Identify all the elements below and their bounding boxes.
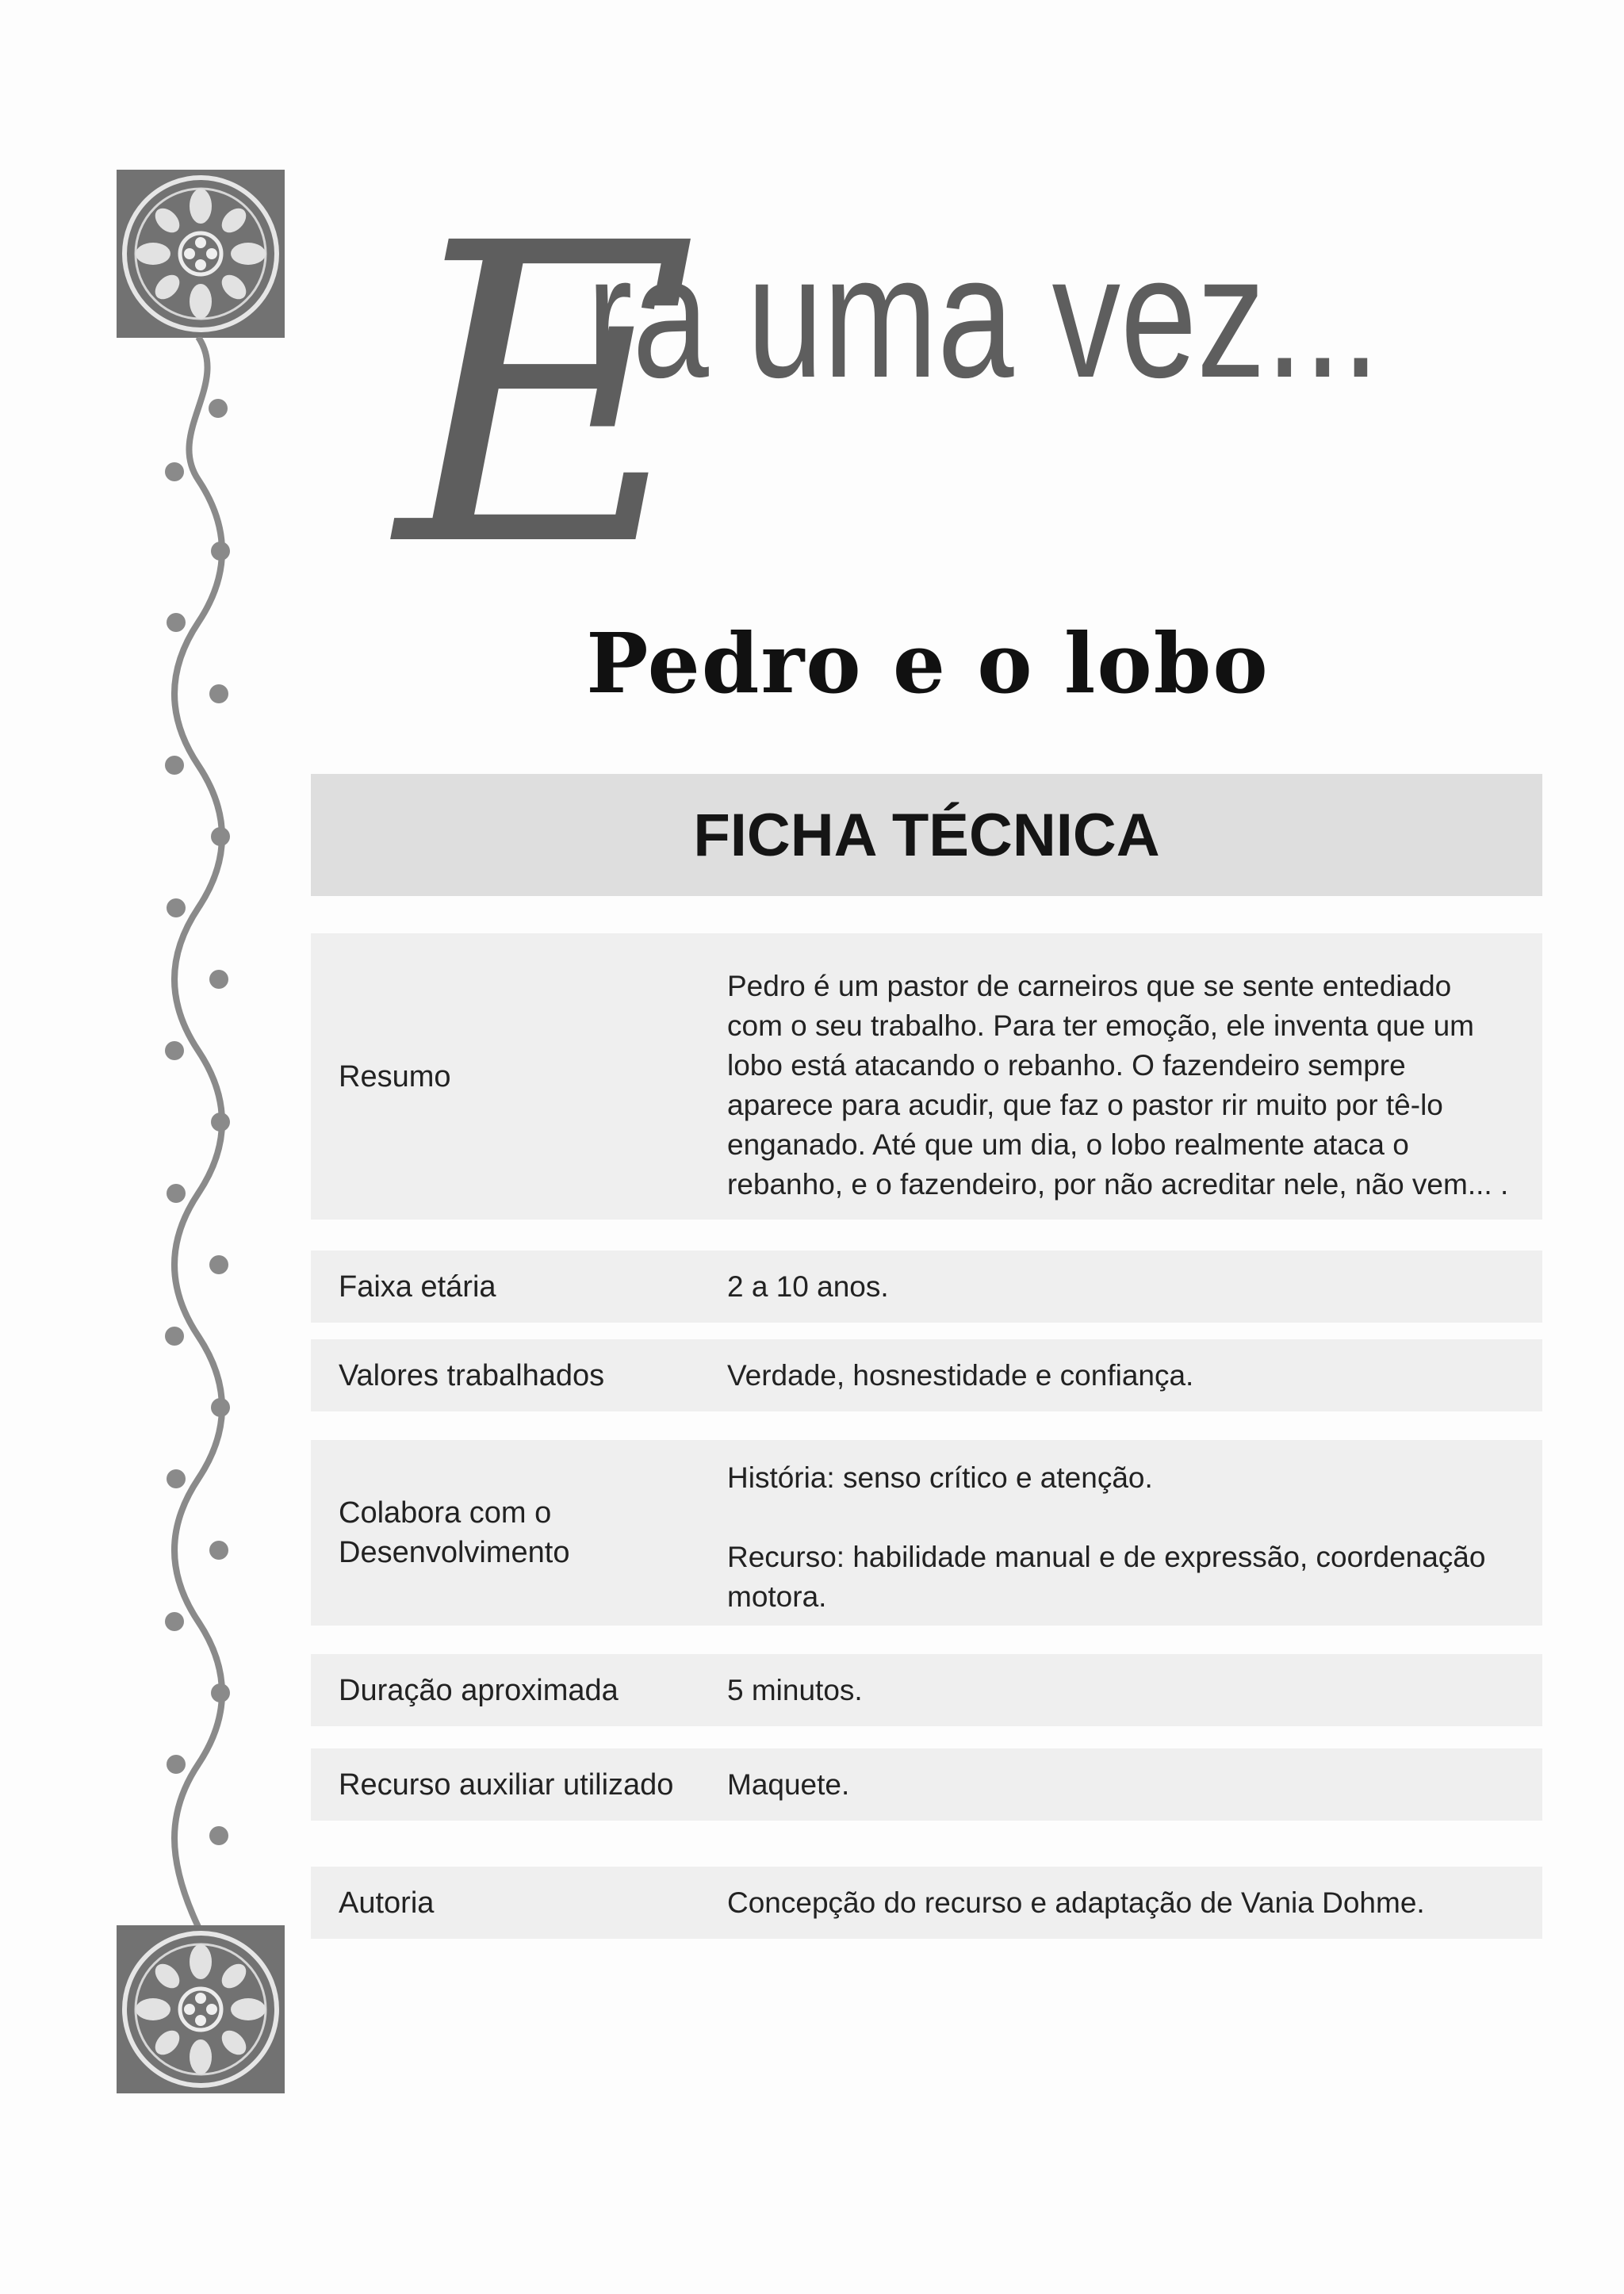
row-value-recurso: Recurso: habilidade manual e de expressão, coordenação motora.	[727, 1541, 1486, 1613]
sheet-row-autoria	[311, 1867, 1542, 1939]
row-label: Autoria	[339, 1886, 435, 1920]
story-title: Pedro e o lobo	[586, 615, 1270, 712]
sheet-row-duracao	[311, 1654, 1542, 1726]
sheet-heading-band	[311, 774, 1542, 896]
row-label: Valores trabalhados	[339, 1358, 605, 1392]
row-label: Colabora com o Desenvolvimento	[339, 1496, 570, 1569]
ornament-tile-bottom	[117, 1925, 285, 2093]
row-value	[727, 1458, 1511, 1617]
row-value: Maquete.	[727, 1767, 850, 1801]
sheet-row-recurso-auxiliar	[311, 1748, 1542, 1821]
row-value: 5 minutos.	[727, 1673, 863, 1706]
sheet-row-colabora	[311, 1440, 1542, 1626]
series-title-rest: ra uma vez...	[587, 219, 1380, 414]
series-title-svg	[396, 156, 1427, 637]
row-label: Faixa etária	[339, 1270, 496, 1304]
row-label: Resumo	[339, 1059, 451, 1093]
sheet-heading: FICHA TÉCNICA	[693, 801, 1160, 869]
sheet-row-faixa-etaria	[311, 1250, 1542, 1323]
vine-ornament-icon	[151, 337, 246, 1927]
row-value: Verdade, hosnestidade e confiança.	[727, 1358, 1194, 1392]
vine-border	[151, 337, 246, 1927]
row-value: 2 a 10 anos.	[727, 1270, 889, 1303]
sheet-row-valores	[311, 1339, 1542, 1411]
rosette-icon	[117, 170, 285, 338]
row-value: Concepção do recurso e adaptação de Vania Dohme.	[727, 1886, 1425, 1919]
ornament-tile-top	[117, 170, 285, 338]
sheet-row-resumo	[311, 933, 1542, 1220]
series-initial: E	[396, 156, 698, 637]
row-value: Pedro é um pastor de carneiros que se sente entediado com o seu trabalho. Para ter emoção, ele inventa que um lobo está atacando o rebanho. O fazendeiro sempre aparece para acudir, que faz o pastor rir muito por tê-lo enganado. Até que um dia, o lobo realmente ataca o rebanho, e o fazendeiro, por não acreditar nele, não vem... .	[727, 970, 1509, 1201]
rosette-icon	[117, 1925, 285, 2093]
row-label: Recurso auxiliar utilizado	[339, 1767, 674, 1802]
series-logo	[396, 156, 1427, 637]
row-label: Duração aproximada	[339, 1673, 619, 1707]
row-value-historia: História: senso crítico e atenção.	[727, 1461, 1153, 1494]
